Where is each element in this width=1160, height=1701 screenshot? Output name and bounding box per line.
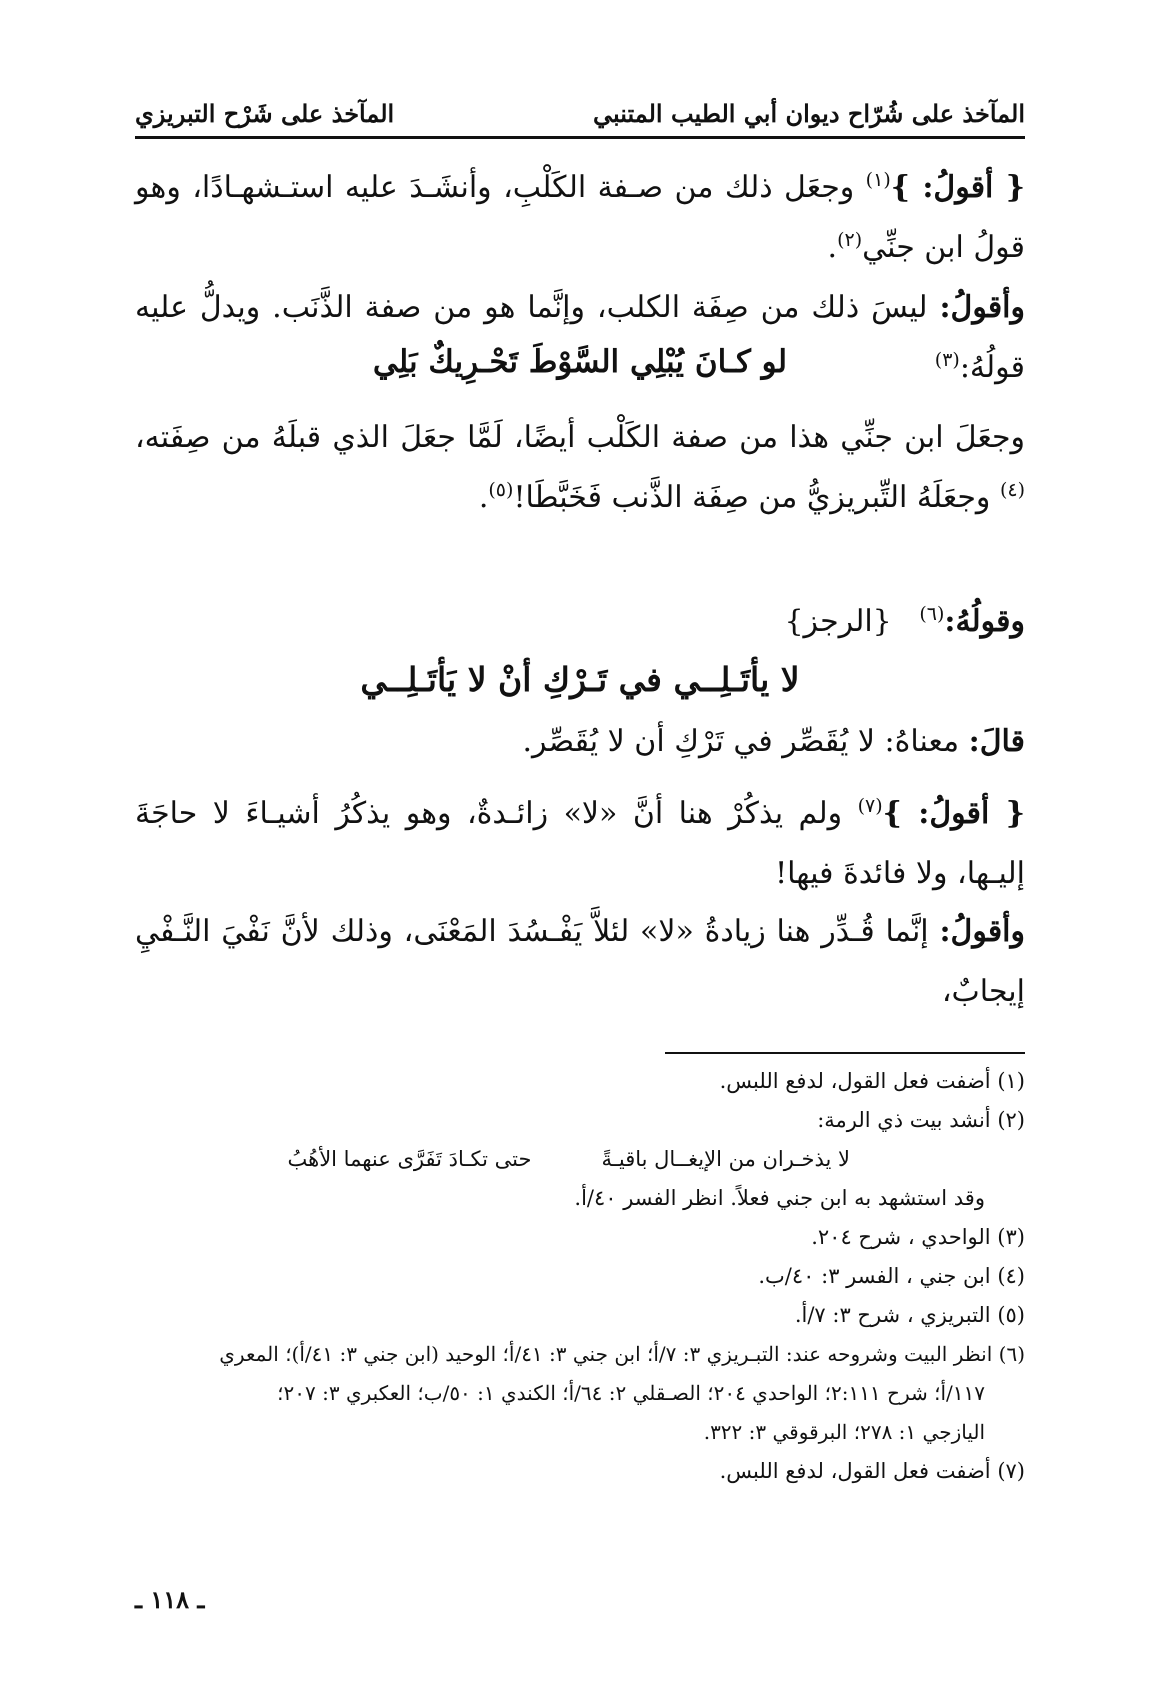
- footnote-ref-5: (٥): [488, 479, 514, 501]
- para3-end: .: [478, 480, 489, 515]
- para2-lead: وأقولُ:: [939, 290, 1025, 325]
- verse-1: لو كـانَ يُبْلِي السَّوْطَ تَحْـرِيكٌ بَلِي: [372, 344, 788, 380]
- footnotes: [135, 1062, 1025, 1491]
- footnote-3: (٣) الواحدي ، شرح ٢٠٤.: [811, 1225, 1025, 1249]
- footnote-2-note: وقد استشهد به ابن جني فعلاً. انظر الفسر ٤٠/أ.: [574, 1186, 985, 1210]
- footnote-ref-6: (٦): [919, 603, 945, 625]
- footnote-6-line-2: ١١٧/أ؛ شرح ٢:١١١؛ الواحدي ٢٠٤؛ الصـقلي ٢: ٦٤/أ؛ الكندي ١: ٥٠/ب؛ العكبري ٣: ٢٠٧؛: [277, 1381, 985, 1405]
- para2-text: ليسَ ذلك من صِفَة الكلب، وإنَّما هو من صفة الذَّنَب. ويدلُّ عليه قولُهُ:: [135, 290, 1025, 385]
- para4-meter: {الرجز}: [784, 604, 892, 639]
- footnote-4: (٤) ابن جني ، الفسر ٣: ٤٠/ب.: [758, 1264, 1025, 1288]
- header-chapter-title: المآخذ على شَرْح التبريزي: [135, 99, 395, 128]
- footnote-5: (٥) التبريزي ، شرح ٣: ٧/أ.: [794, 1303, 1025, 1327]
- paragraph-2: [135, 278, 1025, 398]
- para3-text-1: وجعَلَ ابن جنِّي هذا من صفة الكَلْب أيضًا، لَمَّا جعَلَ الذي قبلَهُ من صِفَته،: [135, 420, 1025, 455]
- para1-end: .: [827, 230, 838, 265]
- para1-text: وجعَل ذلك من صـفة الكَلْبِ، وأنشَـدَ عليه استـشهـادًا، وهو قولُ ابن جنِّي: [135, 170, 1025, 265]
- para3-text-2: وجعَلَهُ التِّبريزيُّ من صِفَة الذَّنب فَخَبَّطَا!: [513, 480, 1000, 515]
- paragraph-6: [135, 784, 1025, 904]
- footnote-2-verse: [135, 1140, 1025, 1179]
- para5-text: معناهُ: لا يُقَصِّر في تَرْكِ أن لا يُقَصِّر.: [522, 724, 969, 759]
- running-header: [135, 88, 1025, 128]
- para6-lead: { أقولُ: }: [882, 796, 1025, 831]
- header-rule: [135, 136, 1025, 139]
- header-book-title: المآخذ على شُرّاح ديوان أبي الطيب المتنبي: [593, 99, 1025, 128]
- footnote-ref-3: (٣): [934, 349, 960, 371]
- paragraph-1: [135, 158, 1025, 278]
- verse-2: لا يأتَـلِــي في تَـرْكِ أنْ لا يَأتَـلِــي: [360, 660, 800, 699]
- footnote-2-verse-first-hemistich: لا يذخـران من الإيغــال باقيـةً: [601, 1147, 850, 1171]
- footnote-ref-2: (٢): [837, 229, 863, 251]
- footnote-2: (٢) أنشد بيت ذي الرمة:: [817, 1108, 1025, 1132]
- paragraph-5: [135, 712, 1025, 772]
- paragraph-3: [135, 408, 1025, 528]
- para7-lead: وأقولُ:: [939, 914, 1025, 949]
- footnote-ref-7: (٧): [857, 795, 883, 817]
- footnote-2-verse-second-hemistich: حتى تكـادَ تَفَرَّى عنهما الأهُبُ: [287, 1147, 532, 1171]
- page-number: ـ ١١٨ ـ: [135, 1585, 205, 1614]
- para4-lead: وقولُهُ:: [944, 604, 1025, 639]
- footnote-6-line-1: (٦) انظر البيت وشروحه عند: التبـريزي ٣: ٧/أ؛ ابن جني ٣: ٤١/أ؛ الوحيد (ابن جني ٣: ٤١/أ)؛ المعري: [219, 1342, 1025, 1366]
- para5-lead: قالَ:: [968, 724, 1025, 759]
- para1-lead: { أقولُ: }: [890, 170, 1025, 205]
- footnote-ref-4: (٤): [999, 479, 1025, 501]
- footnote-6-line-3: اليازجي ١: ٢٧٨؛ البرقوقي ٣: ٣٢٢.: [703, 1420, 985, 1444]
- footnote-1: (١) أضفت فعل القول، لدفع اللبس.: [719, 1069, 1025, 1093]
- footnote-ref-1: (١): [865, 169, 891, 191]
- paragraph-4: [135, 592, 1025, 652]
- para6-text: ولم يذكُرْ هنا أنَّ «لا» زائـدةٌ، وهو يذكُرُ أشيـاءَ لا حاجَةَ إليـها، ولا فائدةَ فيها!: [135, 796, 1025, 891]
- paragraph-7: [135, 902, 1025, 1022]
- footnote-7: (٧) أضفت فعل القول، لدفع اللبس.: [719, 1459, 1025, 1483]
- footnote-rule: [665, 1052, 1025, 1054]
- para7-text: إنَّما قُـدِّر هنا زيادةُ «لا» لئلاَّ يَفْـسُدَ المَعْنَى، وذلك لأنَّ نَفْيَ النَّـفْيِ إيجابٌ،: [135, 914, 1025, 1009]
